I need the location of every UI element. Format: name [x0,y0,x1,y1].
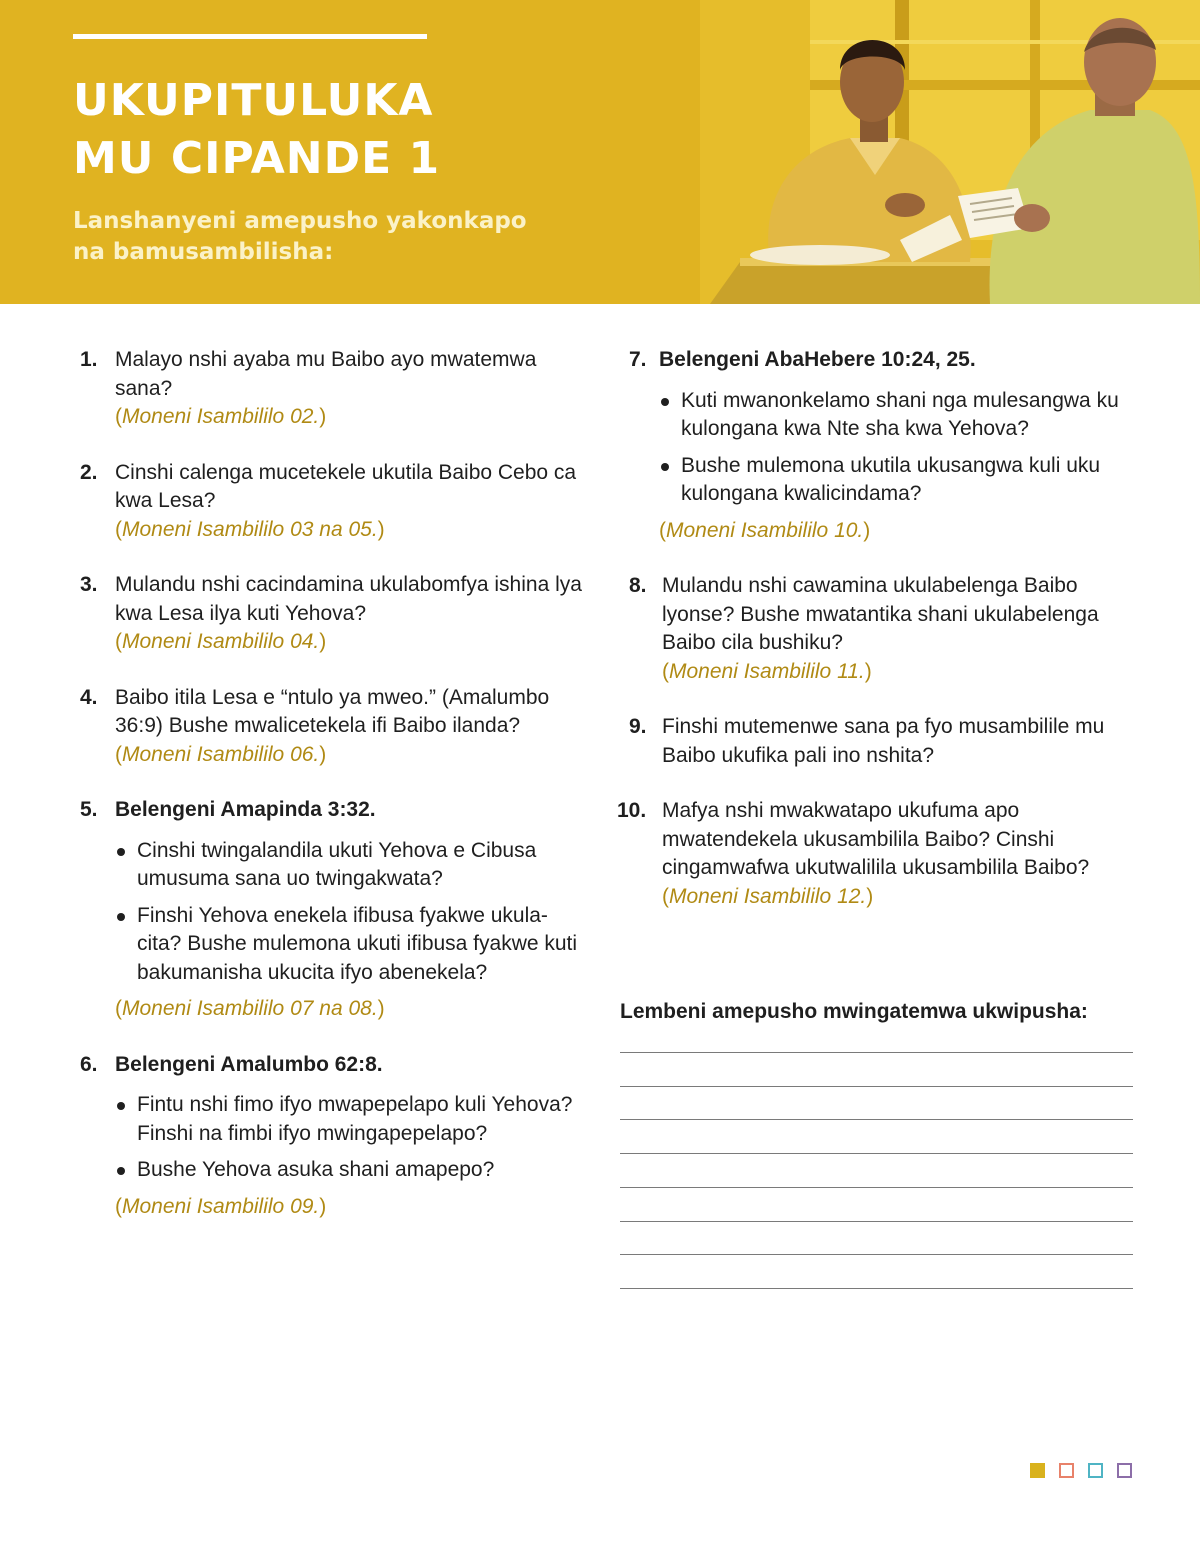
lesson-reference: (Moneni Isambililo 04.) [115,630,327,653]
lesson-reference: (Moneni Isambililo 03 na 05.) [115,517,385,541]
lesson-reference: (Moneni Isambililo 12.) [662,884,874,908]
section-marker-squares [1030,1463,1134,1482]
lesson-reference: (Moneni Isambililo 09.) [115,1194,327,1218]
question-number: 6. [80,1052,98,1076]
question-9 [617,713,1137,770]
question-number: 7. [629,348,647,371]
question-text: Belengeni Amapinda 3:32. [115,798,376,821]
question-text: Baibo itila Lesa e “ntulo ya mweo.” (Amalumbo 36:9) Bushe mwalicetekela ifi Baibo ilanda? [115,685,550,737]
question-1 [80,346,590,432]
filled-square-icon [1030,1463,1045,1478]
header-rule [73,34,427,39]
two-men-discussing-illustration [700,0,1200,304]
page-title [73,72,440,188]
question-number: 10. [617,799,647,822]
header-banner [0,0,1200,304]
question-2 [80,459,590,545]
bullet-item: Kuti mwanonkelamo shani nga mulesangwa ku kulongana kwa Nte sha kwa Yehova? [659,387,1137,444]
question-number: 5. [80,798,98,821]
write-in-line[interactable] [620,1119,1133,1120]
lesson-reference: (Moneni Isambililo 11.) [662,659,872,683]
question-number: 8. [629,574,647,597]
question-7 [617,346,1137,545]
bullet-list [115,837,590,988]
question-6 [80,1051,590,1222]
question-number: 1. [80,348,98,371]
bullet-item: Fintu nshi fimo ifyo mwapepelapo kuli Yehova? Finshi na fimbi ifyo mwingapepelapo? [115,1091,590,1148]
bullet-list [659,387,1137,509]
question-4 [80,684,590,770]
write-in-heading: Lembeni amepusho mwingatemwa ukwipusha: [620,1000,1088,1023]
outlined-square-icon [1088,1463,1103,1478]
page-subtitle: Lanshanyeni amepusho yakonkapo na bamusambilisha: [73,208,527,265]
question-text: Malayo nshi ayaba mu Baibo ayo mwatemwa sana? [115,348,537,400]
bullet-item: Bushe mulemona ukutila ukusangwa kuli uku kulongana kwalicindama? [659,452,1137,509]
write-in-line[interactable] [620,1052,1133,1053]
question-3 [80,571,590,657]
lesson-reference: (Moneni Isambililo 02.) [115,405,327,428]
write-in-line[interactable] [620,1086,1133,1087]
title-line-1: UKUPITULUKA [73,75,434,126]
question-10 [617,797,1137,911]
write-in-line[interactable] [620,1153,1133,1154]
questions-right-column [617,346,1137,911]
question-number: 3. [80,573,98,596]
question-number: 4. [80,685,98,709]
question-text: Belengeni AbaHebere 10:24, 25. [659,348,976,371]
question-text: Finshi mutemenwe sana pa fyo musambilile mu Baibo ukufika pali ino nshita? [662,715,1105,767]
lesson-reference: (Moneni Isambililo 10.) [659,518,871,542]
question-number: 2. [80,460,98,484]
question-text: Mulandu nshi cawamina ukulabelenga Baibo lyonse? Bushe mwatantika shani ukulabelenga Baibo cila bushiku? [662,574,1099,654]
bullet-item: Bushe Yehova asuka shani amapepo? [115,1156,590,1185]
question-text: Mafya nshi mwakwatapo ukufuma apo mwatendekela ukusambilila Baibo? Cinshi cingamwafwa ukutwalilila ukusambilila Baibo? [662,799,1090,879]
question-5 [80,796,590,1024]
question-text: Belengeni Amalumbo 62:8. [115,1052,383,1076]
question-text: Mulandu nshi cacindamina ukulabomfya ishina lya kwa Lesa ilya kuti Yehova? [115,573,582,625]
question-number: 9. [629,715,647,738]
lesson-reference: (Moneni Isambililo 06.) [115,742,327,766]
bullet-item: Finshi Yehova enekela ifibusa fyakwe ukula-cita? Bushe mulemona ukuti ifibusa fyakwe kuti bakumanisha ukucita ifyo abenekela? [115,902,590,988]
question-8 [617,572,1137,686]
outlined-square-icon [1117,1463,1132,1478]
title-line-2: MU CIPANDE 1 [73,133,441,184]
lesson-reference: (Moneni Isambililo 07 na 08.) [115,997,385,1020]
outlined-square-icon [1059,1463,1074,1478]
question-text: Cinshi calenga mucetekele ukutila Baibo Cebo ca kwa Lesa? [115,460,577,512]
write-in-line[interactable] [620,1254,1133,1255]
write-in-line[interactable] [620,1221,1133,1222]
questions-left-column [80,346,590,1221]
write-in-line[interactable] [620,1187,1133,1188]
bullet-item: Cinshi twingalandila ukuti Yehova e Cibusa umusuma sana uo twingakwata? [115,837,590,894]
write-in-line[interactable] [620,1288,1133,1289]
bullet-list [115,1091,590,1185]
